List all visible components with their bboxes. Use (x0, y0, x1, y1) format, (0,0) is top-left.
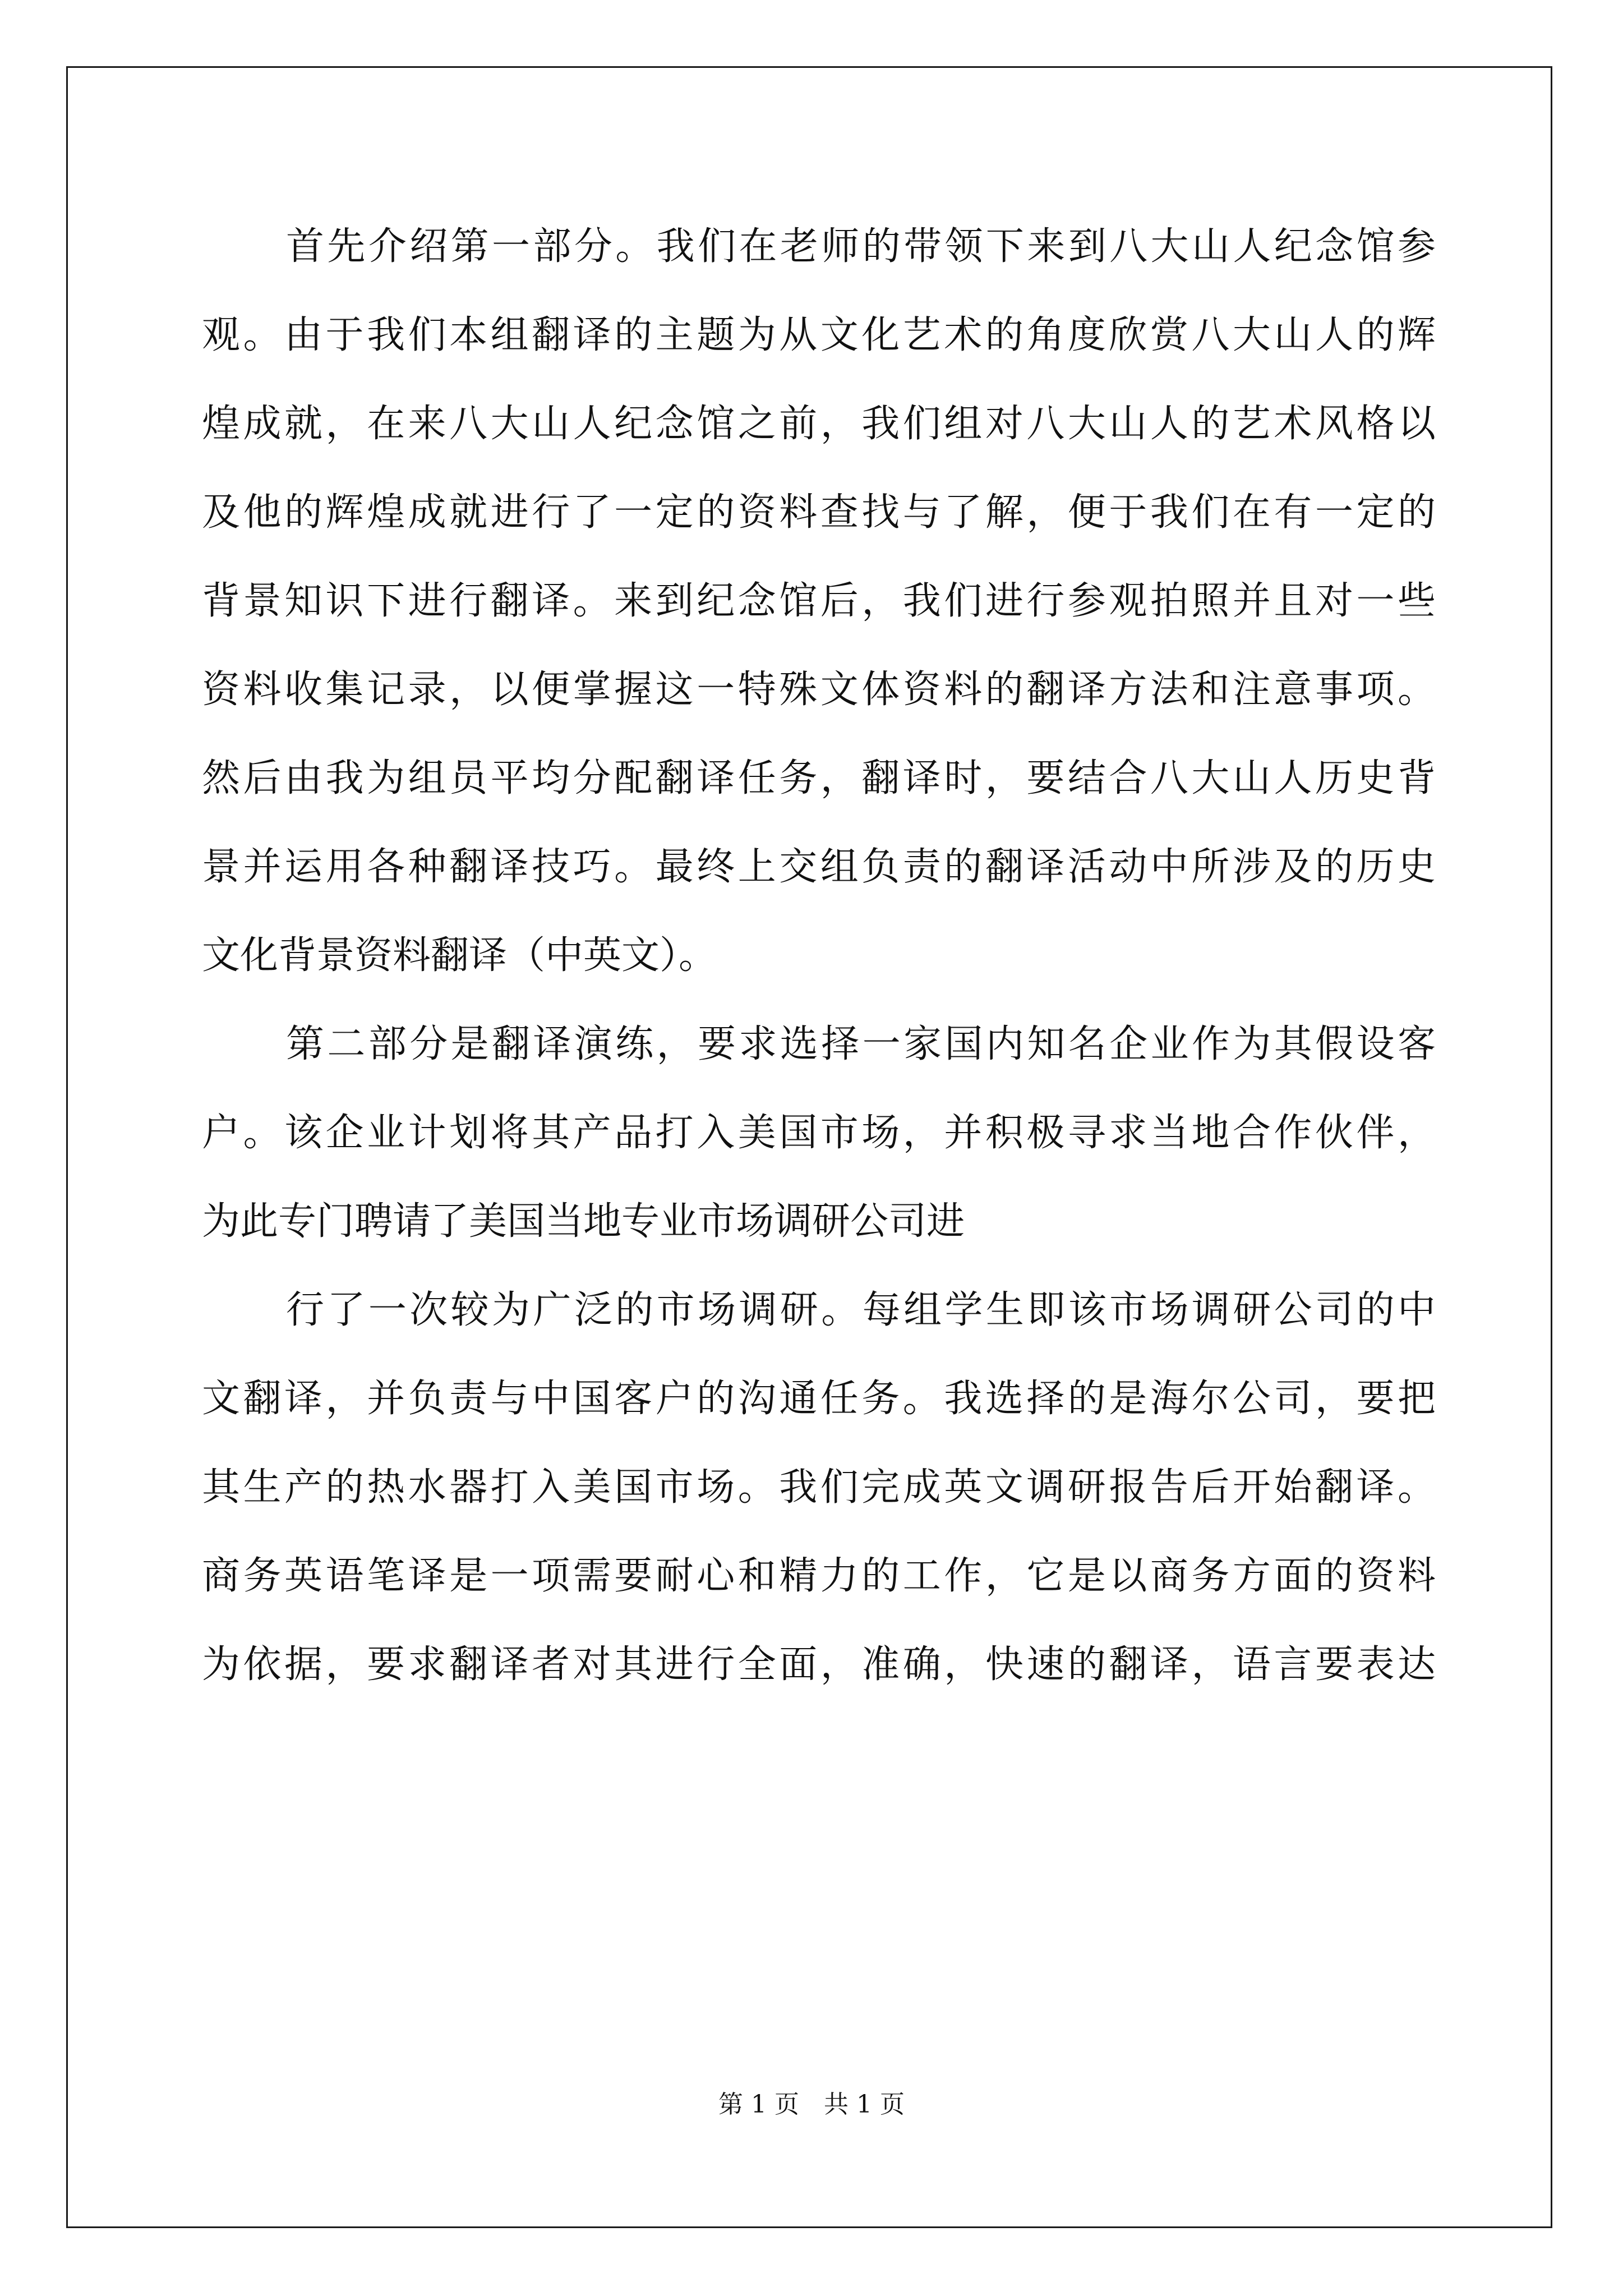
paragraph-1-line-1: 首先介绍第一部分。我们在老师的带领下来到八大山人纪念馆参 (286, 224, 1436, 269)
paragraph-1-line-3: 煌成就，在来八大山人纪念馆之前，我们组对八大山人的艺术风格以 (202, 402, 1436, 446)
paragraph-1-line-9: 文化背景资料翻译（中英文）。 (202, 933, 717, 978)
paragraph-2-line-3: 为此专门聘请了美国当地专业市场调研公司进 (202, 1199, 965, 1244)
paragraph-2-line-2: 户。该企业计划将其产品打入美国市场，并积极寻求当地合作伙伴， (202, 1111, 1436, 1155)
paragraph-1-line-7: 然后由我为组员平均分配翻译任务，翻译时，要结合八大山人历史背 (202, 756, 1436, 800)
paragraph-1-line-8: 景并运用各种翻译技巧。最终上交组负责的翻译活动中所涉及的历史 (202, 845, 1436, 889)
paragraph-3-line-5: 为依据，要求翻译者对其进行全面，准确，快速的翻译，语言要表达 (202, 1642, 1436, 1687)
page-footer: 第 1 页 共 1 页 (718, 2090, 905, 2119)
paragraph-3-line-2: 文翻译，并负责与中国客户的沟通任务。我选择的是海尔公司，要把 (202, 1377, 1436, 1421)
paragraph-1-line-5: 背景知识下进行翻译。来到纪念馆后，我们进行参观拍照并且对一些 (202, 579, 1436, 623)
paragraph-3-line-3: 其生产的热水器打入美国市场。我们完成英文调研报告后开始翻译。 (202, 1465, 1436, 1510)
paragraph-2-line-1: 第二部分是翻译演练，要求选择一家国内知名企业作为其假设客 (286, 1022, 1436, 1066)
paragraph-3-line-1: 行了一次较为广泛的市场调研。每组学生即该市场调研公司的中 (286, 1288, 1436, 1332)
paragraph-1-line-4: 及他的辉煌成就进行了一定的资料查找与了解，便于我们在有一定的 (202, 490, 1436, 535)
paragraph-3-line-4: 商务英语笔译是一项需要耐心和精力的工作，它是以商务方面的资料 (202, 1554, 1436, 1598)
paragraph-1-line-6: 资料收集记录，以便掌握这一特殊文体资料的翻译方法和注意事项。 (202, 668, 1436, 712)
paragraph-1-line-2: 观。由于我们本组翻译的主题为从文化艺术的角度欣赏八大山人的辉 (202, 313, 1436, 357)
